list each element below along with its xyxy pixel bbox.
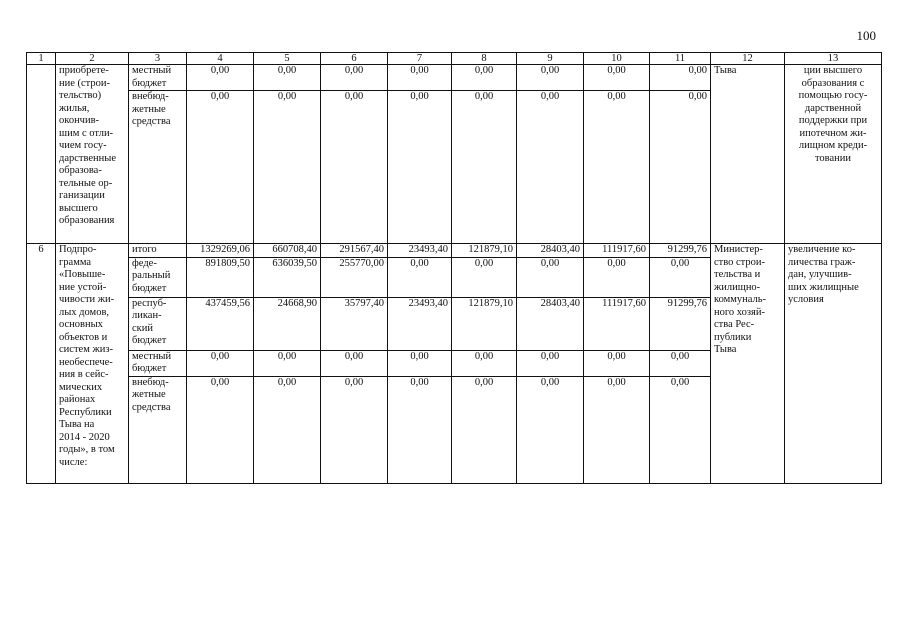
value-cell: 0,00 xyxy=(254,350,321,376)
value-cell: 121879,10 xyxy=(452,244,517,258)
value-cell: 660708,40 xyxy=(254,244,321,258)
value-cell: 0,00 xyxy=(187,65,254,91)
table-row xyxy=(27,244,882,258)
value-cell: 0,00 xyxy=(517,350,584,376)
funding-source-cell: внебюд- жетные средства xyxy=(129,376,187,483)
value-cell: 0,00 xyxy=(650,376,711,483)
value-cell: 0,00 xyxy=(254,376,321,483)
value-cell: 0,00 xyxy=(584,65,650,91)
value-cell: 111917,60 xyxy=(584,244,650,258)
column-header: 2 xyxy=(56,53,129,65)
column-header: 3 xyxy=(129,53,187,65)
value-cell: 0,00 xyxy=(388,91,452,244)
funding-source-cell: внебюд- жетные средства xyxy=(129,91,187,244)
column-numbers-row xyxy=(27,53,882,65)
value-cell: 0,00 xyxy=(452,257,517,297)
value-cell: 0,00 xyxy=(388,257,452,297)
funding-source-cell: местный бюджет xyxy=(129,350,187,376)
column-header: 10 xyxy=(584,53,650,65)
value-cell: 0,00 xyxy=(388,376,452,483)
budget-table xyxy=(26,52,882,484)
value-cell: 0,00 xyxy=(584,350,650,376)
value-cell: 0,00 xyxy=(187,350,254,376)
value-cell: 1329269,06 xyxy=(187,244,254,258)
value-cell: 0,00 xyxy=(388,350,452,376)
value-cell: 0,00 xyxy=(584,257,650,297)
value-cell: 0,00 xyxy=(650,65,711,91)
column-header: 13 xyxy=(785,53,882,65)
value-cell: 0,00 xyxy=(452,91,517,244)
value-cell: 0,00 xyxy=(321,350,388,376)
value-cell: 0,00 xyxy=(187,376,254,483)
value-cell: 0,00 xyxy=(452,350,517,376)
result-cell: ции высшего образования с помощью госу- дарственной поддержки при ипотечном жи- лищном креди- товании xyxy=(785,65,882,244)
value-cell: 23493,40 xyxy=(388,244,452,258)
value-cell: 24668,90 xyxy=(254,297,321,350)
value-cell: 0,00 xyxy=(584,376,650,483)
value-cell: 35797,40 xyxy=(321,297,388,350)
value-cell: 0,00 xyxy=(517,91,584,244)
column-header: 5 xyxy=(254,53,321,65)
value-cell: 0,00 xyxy=(650,350,711,376)
funding-source-cell: респуб- ликан- ский бюджет xyxy=(129,297,187,350)
executor-cell: Тыва xyxy=(711,65,785,244)
funding-source-cell: феде- ральный бюджет xyxy=(129,257,187,297)
column-header: 11 xyxy=(650,53,711,65)
column-header: 1 xyxy=(27,53,56,65)
column-header: 8 xyxy=(452,53,517,65)
value-cell: 0,00 xyxy=(254,65,321,91)
value-cell: 255770,00 xyxy=(321,257,388,297)
row-number-cell: 6 xyxy=(27,244,56,484)
value-cell: 0,00 xyxy=(321,91,388,244)
value-cell: 0,00 xyxy=(321,376,388,483)
column-header: 7 xyxy=(388,53,452,65)
column-header: 4 xyxy=(187,53,254,65)
value-cell: 0,00 xyxy=(452,376,517,483)
executor-cell: Министер- ство строи- тельства и жилищно- коммуналь- ного хозяй- ства Рес- публики Тыва xyxy=(711,244,785,484)
column-header: 9 xyxy=(517,53,584,65)
value-cell: 0,00 xyxy=(650,91,711,244)
value-cell: 91299,76 xyxy=(650,244,711,258)
event-name-cell: приобрете- ние (строи- тельство) жилья, окончив- шим с отли- чием госу- дарственные образова- тельные ор- ганизации высшего образования xyxy=(56,65,129,244)
value-cell: 0,00 xyxy=(321,65,388,91)
value-cell: 0,00 xyxy=(517,257,584,297)
value-cell: 0,00 xyxy=(254,91,321,244)
funding-source-cell: итого xyxy=(129,244,187,258)
row-number-cell xyxy=(27,65,56,244)
value-cell: 28403,40 xyxy=(517,297,584,350)
value-cell: 0,00 xyxy=(388,65,452,91)
column-header: 12 xyxy=(711,53,785,65)
value-cell: 891809,50 xyxy=(187,257,254,297)
value-cell: 0,00 xyxy=(187,91,254,244)
value-cell: 91299,76 xyxy=(650,297,711,350)
value-cell: 437459,56 xyxy=(187,297,254,350)
value-cell: 0,00 xyxy=(584,91,650,244)
value-cell: 291567,40 xyxy=(321,244,388,258)
value-cell: 0,00 xyxy=(517,65,584,91)
value-cell: 0,00 xyxy=(650,257,711,297)
value-cell: 0,00 xyxy=(452,65,517,91)
value-cell: 28403,40 xyxy=(517,244,584,258)
value-cell: 23493,40 xyxy=(388,297,452,350)
value-cell: 0,00 xyxy=(517,376,584,483)
result-cell: увеличение ко- личества граж- дан, улучшив- ших жилищные условия xyxy=(785,244,882,484)
value-cell: 121879,10 xyxy=(452,297,517,350)
value-cell: 636039,50 xyxy=(254,257,321,297)
subprogram-name-cell: Подпро- грамма «Повыше- ние устой- чивости жи- лых домов, основных объектов и систем жиз- необеспече- ния в сейс- мических районах Республики Тыва на 2014 - 2020 годы», в том числе: xyxy=(56,244,129,484)
funding-source-cell: местный бюджет xyxy=(129,65,187,91)
value-cell: 111917,60 xyxy=(584,297,650,350)
column-header: 6 xyxy=(321,53,388,65)
table-row xyxy=(27,65,882,91)
page-number: 100 xyxy=(856,28,876,43)
